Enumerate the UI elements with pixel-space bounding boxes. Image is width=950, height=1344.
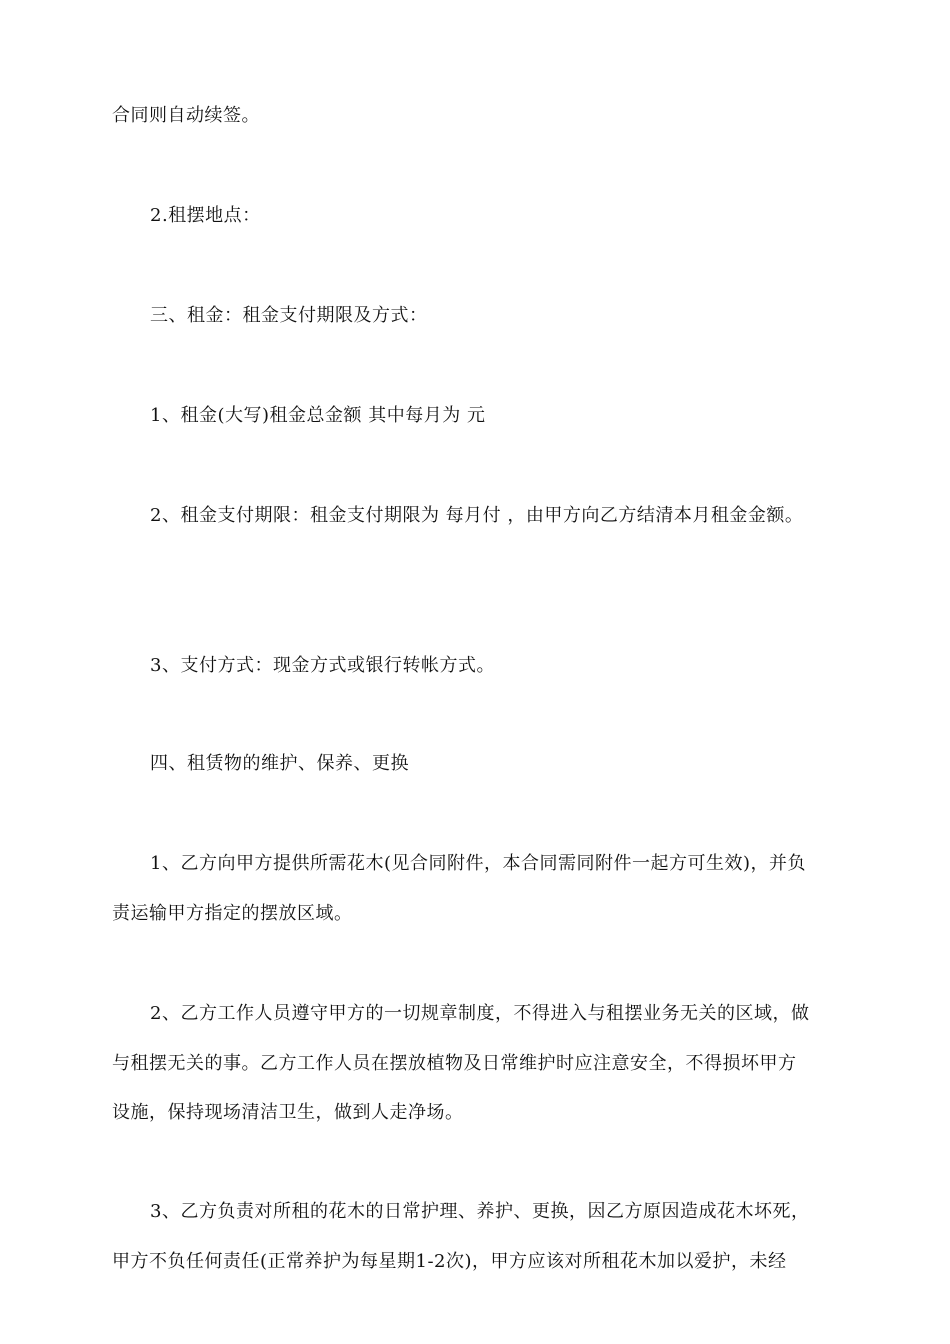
section-heading: 三、租金：租金支付期限及方式：: [150, 305, 428, 326]
text-line: 合同则自动续签。: [112, 105, 260, 126]
text-line: 2、租金支付期限：租金支付期限为 每月付 ，由甲方向乙方结清本月租金金额。: [150, 505, 804, 526]
text-line: 1、乙方向甲方提供所需花木(见合同附件，本合同需同附件一起方可生效)，并负: [150, 853, 806, 874]
text-line: 3、支付方式：现金方式或银行转帐方式。: [150, 655, 495, 676]
text-line: 2.租摆地点：: [150, 205, 261, 226]
text-line: 责运输甲方指定的摆放区域。: [112, 903, 353, 924]
text-line: 3、乙方负责对所租的花木的日常护理、养护、更换，因乙方原因造成花木坏死，: [150, 1201, 810, 1222]
text-line: 与租摆无关的事。乙方工作人员在摆放植物及日常维护时应注意安全，不得损坏甲方: [112, 1053, 797, 1074]
text-line: 1、租金(大写)租金总金额 其中每月为 元: [150, 405, 486, 426]
text-line: 甲方不负任何责任(正常养护为每星期1-2次)，甲方应该对所租花木加以爱护，未经: [112, 1251, 787, 1272]
section-heading: 四、租赁物的维护、保养、更换: [150, 753, 409, 774]
text-line: 设施，保持现场清洁卫生，做到人走净场。: [112, 1102, 464, 1123]
text-line: 2、乙方工作人员遵守甲方的一切规章制度，不得进入与租摆业务无关的区域，做: [150, 1003, 810, 1024]
